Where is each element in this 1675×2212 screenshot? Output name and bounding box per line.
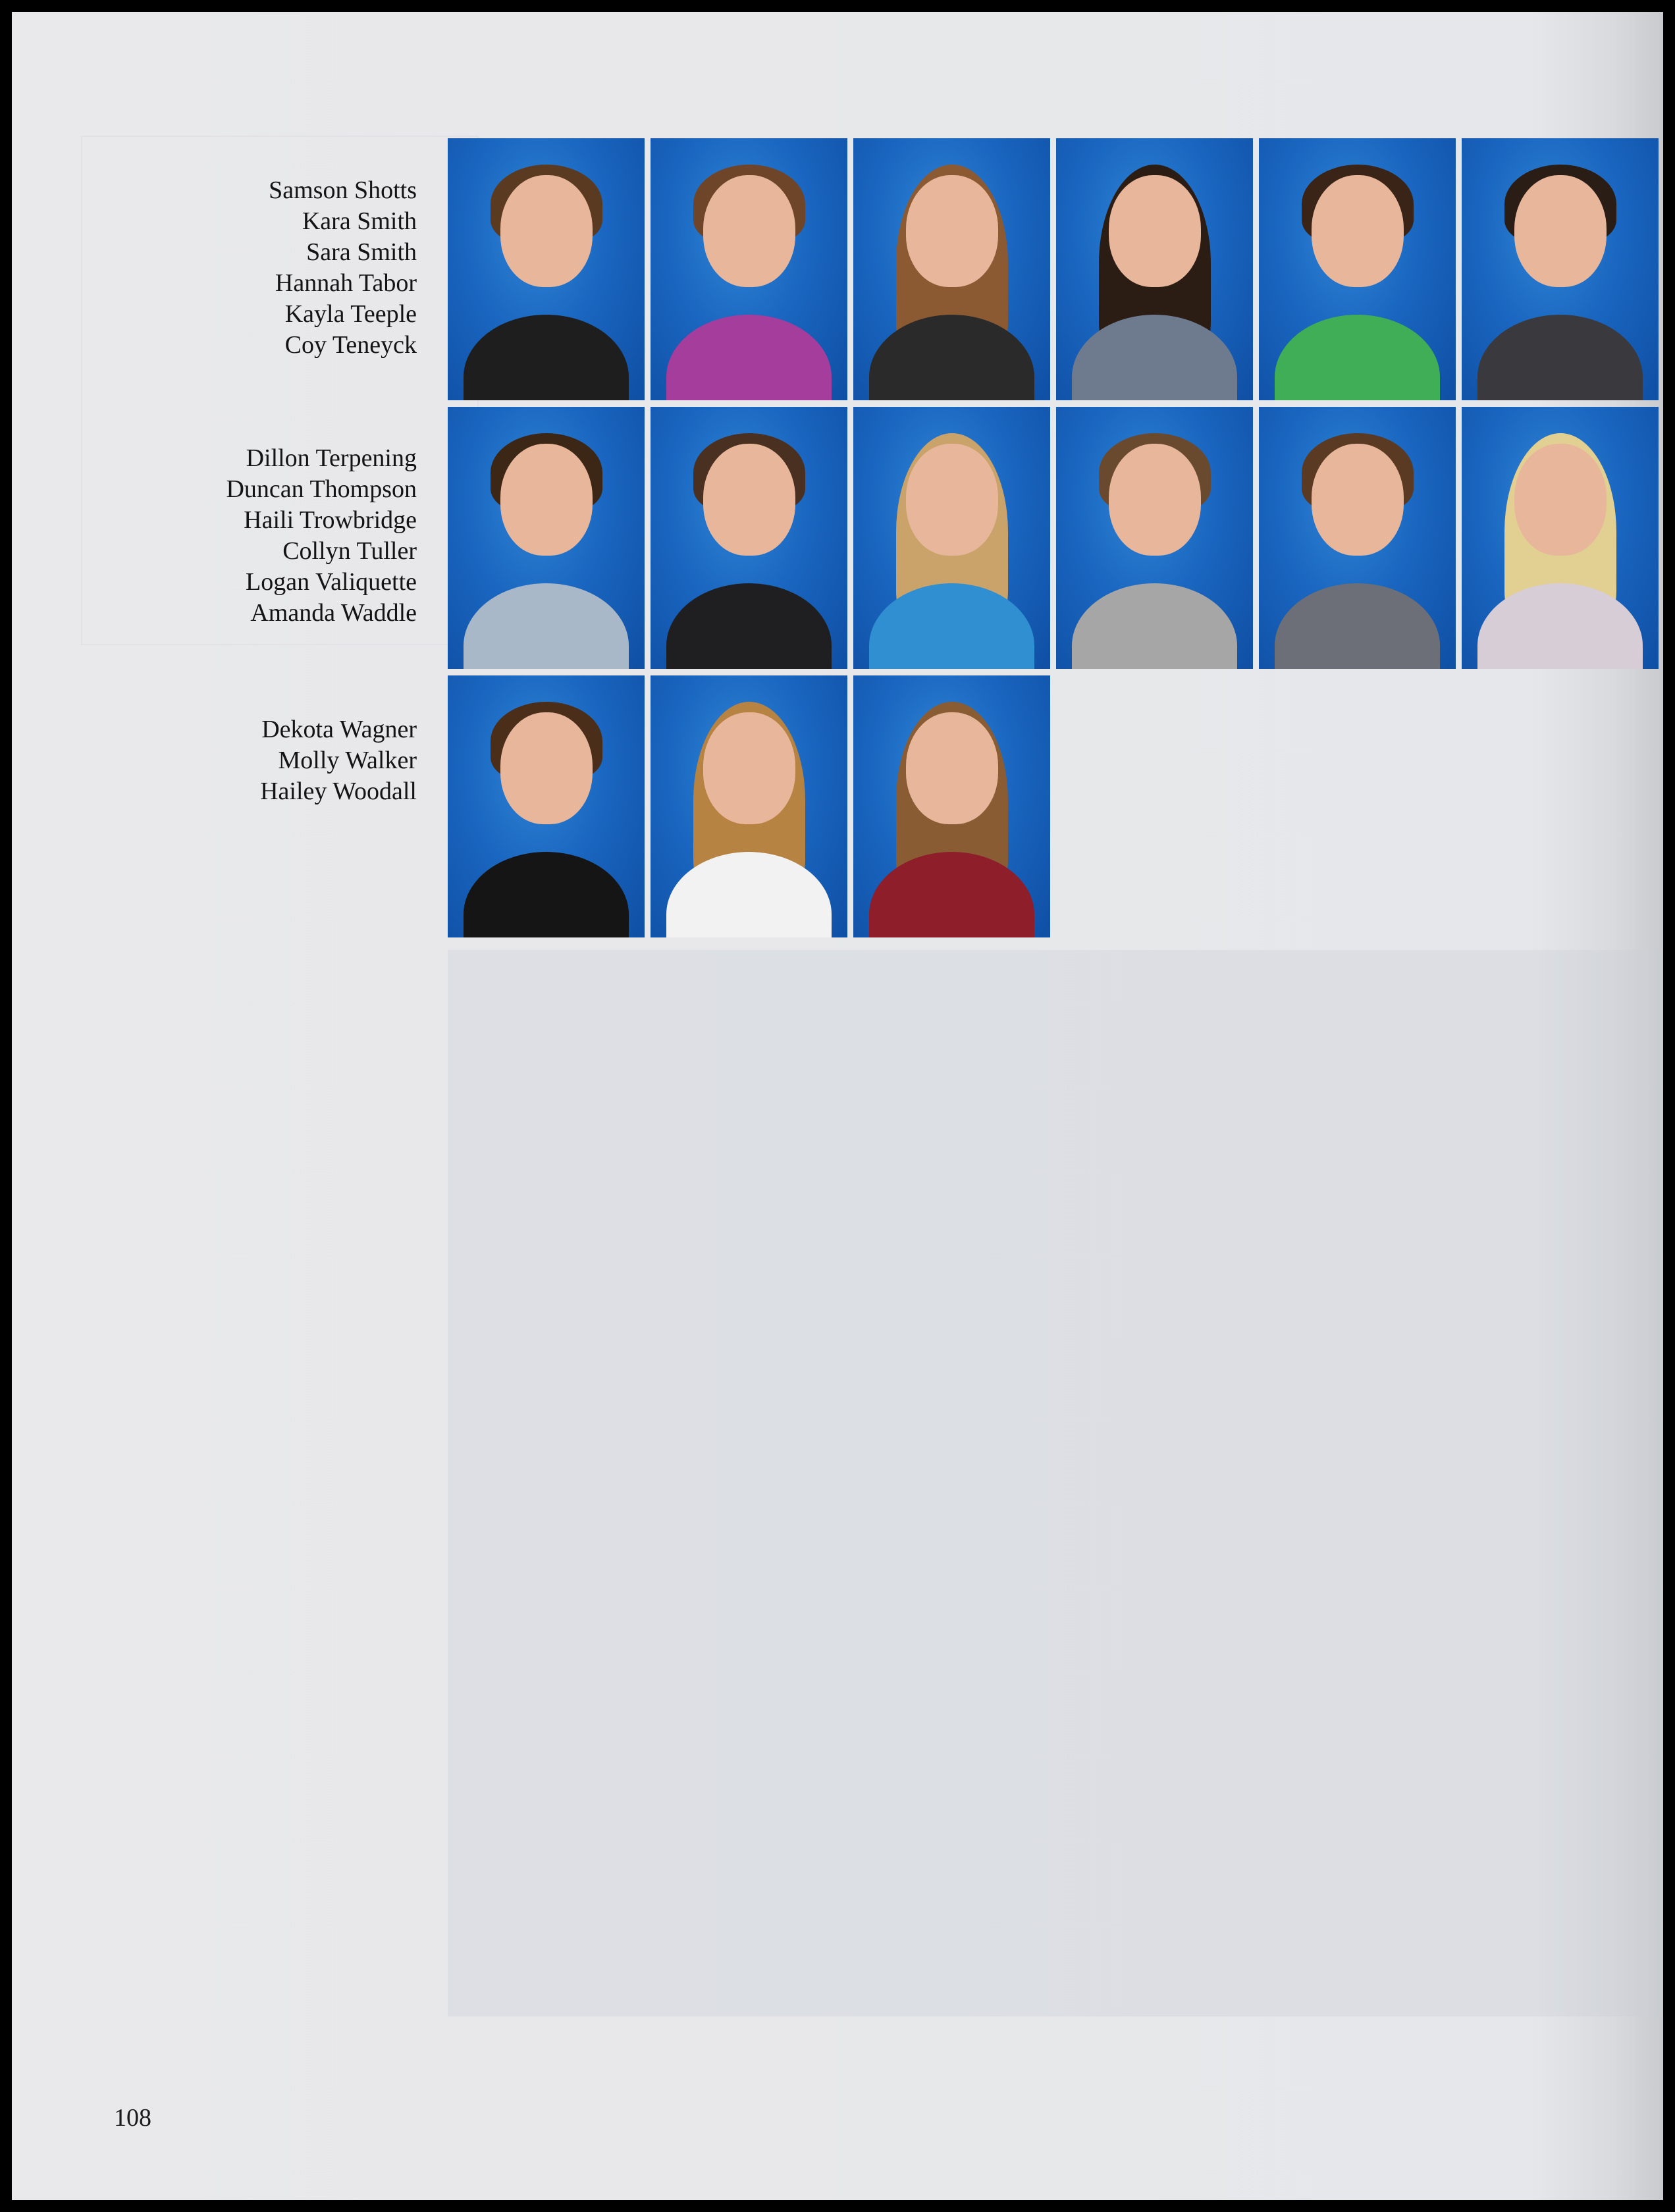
portrait-face bbox=[703, 712, 795, 824]
portrait-face bbox=[1514, 175, 1607, 287]
page-number: 108 bbox=[114, 2104, 151, 2132]
student-name: Dekota Wagner bbox=[261, 716, 417, 743]
student-name: Molly Walker bbox=[278, 747, 417, 774]
portrait-face bbox=[1109, 444, 1201, 556]
portrait-face bbox=[1109, 175, 1201, 287]
student-name: Haili Trowbridge bbox=[244, 506, 417, 534]
student-name: Collyn Tuller bbox=[282, 537, 417, 565]
portrait-shirt bbox=[869, 583, 1034, 669]
student-portrait bbox=[1056, 138, 1253, 400]
portrait-shirt bbox=[666, 583, 832, 669]
student-portrait bbox=[448, 675, 645, 937]
student-name: Logan Valiquette bbox=[246, 568, 417, 596]
student-portrait bbox=[651, 138, 847, 400]
portrait-face bbox=[1514, 444, 1607, 556]
student-name: Coy Teneyck bbox=[284, 331, 417, 359]
student-name: Sara Smith bbox=[306, 238, 417, 266]
portrait-face bbox=[906, 712, 998, 824]
portrait-shirt bbox=[1072, 315, 1237, 400]
portrait-shirt bbox=[1477, 315, 1643, 400]
portrait-face bbox=[703, 444, 795, 556]
portrait-face bbox=[1312, 175, 1404, 287]
student-name: Amanda Waddle bbox=[250, 599, 417, 627]
portrait-face bbox=[906, 444, 998, 556]
portrait-face bbox=[703, 175, 795, 287]
portrait-face bbox=[500, 712, 593, 824]
portrait-face bbox=[500, 175, 593, 287]
portrait-shirt bbox=[464, 583, 629, 669]
student-name: Kara Smith bbox=[302, 207, 417, 235]
name-list-row-2 bbox=[22, 443, 417, 629]
student-portrait bbox=[448, 138, 645, 400]
student-name: Duncan Thompson bbox=[226, 475, 417, 503]
portrait-shirt bbox=[869, 315, 1034, 400]
student-name: Samson Shotts bbox=[269, 176, 417, 204]
student-name: Hailey Woodall bbox=[260, 777, 417, 805]
student-name: Kayla Teeple bbox=[284, 300, 417, 328]
student-portrait bbox=[1056, 407, 1253, 669]
portrait-shirt bbox=[666, 852, 832, 937]
student-portrait bbox=[1259, 138, 1456, 400]
portrait-shirt bbox=[1477, 583, 1643, 669]
student-portrait bbox=[1462, 138, 1659, 400]
student-name: Hannah Tabor bbox=[275, 269, 417, 297]
student-portrait bbox=[651, 407, 847, 669]
portrait-face bbox=[1312, 444, 1404, 556]
name-list-row-3 bbox=[22, 714, 417, 807]
student-name: Dillon Terpening bbox=[246, 444, 417, 472]
portrait-face bbox=[906, 175, 998, 287]
portrait-shirt bbox=[869, 852, 1034, 937]
portrait-shirt bbox=[1072, 583, 1237, 669]
student-portrait bbox=[448, 407, 645, 669]
student-portrait bbox=[651, 675, 847, 937]
yearbook-page bbox=[12, 12, 1663, 2200]
name-list-row-1 bbox=[22, 175, 417, 361]
portrait-face bbox=[500, 444, 593, 556]
portrait-shirt bbox=[464, 315, 629, 400]
portrait-shirt bbox=[464, 852, 629, 937]
student-portrait bbox=[1259, 407, 1456, 669]
student-portrait bbox=[1462, 407, 1659, 669]
bleed-through-area bbox=[448, 950, 1661, 2016]
portrait-shirt bbox=[1275, 315, 1440, 400]
student-portrait bbox=[853, 407, 1050, 669]
student-portrait bbox=[853, 675, 1050, 937]
portrait-shirt bbox=[1275, 583, 1440, 669]
student-portrait bbox=[853, 138, 1050, 400]
portrait-shirt bbox=[666, 315, 832, 400]
